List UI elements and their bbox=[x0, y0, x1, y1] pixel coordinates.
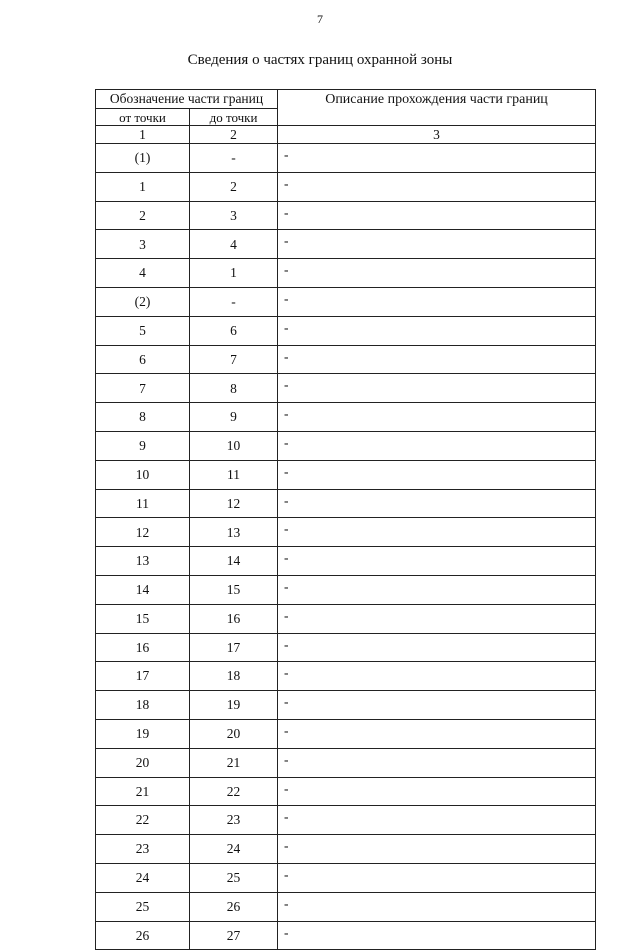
table-row bbox=[96, 431, 596, 460]
description-cell: - bbox=[278, 892, 596, 921]
description-cell: - bbox=[278, 460, 596, 489]
to-point-cell: 27 bbox=[190, 921, 278, 950]
to-point-cell: 9 bbox=[190, 403, 278, 432]
description-cell: - bbox=[278, 806, 596, 835]
to-point-cell: 22 bbox=[190, 777, 278, 806]
from-point-cell: 6 bbox=[96, 345, 190, 374]
description-cell: - bbox=[278, 316, 596, 345]
from-point-cell: 20 bbox=[96, 748, 190, 777]
description-cell: - bbox=[278, 403, 596, 432]
from-point-cell: 16 bbox=[96, 633, 190, 662]
description-cell: - bbox=[278, 662, 596, 691]
to-point-cell: 13 bbox=[190, 518, 278, 547]
column-number: 3 bbox=[278, 126, 596, 144]
table-row bbox=[96, 403, 596, 432]
description-cell: - bbox=[278, 575, 596, 604]
table-row bbox=[96, 892, 596, 921]
description-cell: - bbox=[278, 172, 596, 201]
table-row bbox=[96, 633, 596, 662]
to-point-cell: 12 bbox=[190, 489, 278, 518]
description-cell: - bbox=[278, 518, 596, 547]
column-number: 1 bbox=[96, 126, 190, 144]
from-point-cell: 4 bbox=[96, 259, 190, 288]
to-point-cell: 2 bbox=[190, 172, 278, 201]
description-cell: - bbox=[278, 921, 596, 950]
from-point-cell: 3 bbox=[96, 230, 190, 259]
from-point-cell: 13 bbox=[96, 547, 190, 576]
description-cell: - bbox=[278, 259, 596, 288]
to-point-cell: 3 bbox=[190, 201, 278, 230]
description-cell: - bbox=[278, 287, 596, 316]
table-row bbox=[96, 230, 596, 259]
table-row bbox=[96, 374, 596, 403]
header-boundary-description: Описание прохождения части границ bbox=[278, 90, 596, 126]
header-boundary-designation: Обозначение части границ bbox=[96, 90, 278, 109]
table-row bbox=[96, 719, 596, 748]
from-point-cell: 7 bbox=[96, 374, 190, 403]
page-number: 7 bbox=[317, 12, 323, 26]
to-point-cell: 6 bbox=[190, 316, 278, 345]
to-point-cell: 17 bbox=[190, 633, 278, 662]
from-point-cell: 9 bbox=[96, 431, 190, 460]
page-title: Сведения о частях границ охранной зоны bbox=[187, 52, 453, 68]
from-point-cell: 17 bbox=[96, 662, 190, 691]
description-cell: - bbox=[278, 604, 596, 633]
from-point-cell: 24 bbox=[96, 863, 190, 892]
from-point-cell: 26 bbox=[96, 921, 190, 950]
table-row bbox=[96, 806, 596, 835]
description-cell: - bbox=[278, 489, 596, 518]
from-point-cell: 11 bbox=[96, 489, 190, 518]
from-point-cell: (2) bbox=[96, 287, 190, 316]
from-point-cell: 1 bbox=[96, 172, 190, 201]
to-point-cell: - bbox=[190, 287, 278, 316]
from-point-cell: 22 bbox=[96, 806, 190, 835]
to-point-cell: 21 bbox=[190, 748, 278, 777]
to-point-cell: 18 bbox=[190, 662, 278, 691]
to-point-cell: 19 bbox=[190, 691, 278, 720]
to-point-cell: 7 bbox=[190, 345, 278, 374]
table-row bbox=[96, 691, 596, 720]
description-cell: - bbox=[278, 374, 596, 403]
to-point-cell: 20 bbox=[190, 719, 278, 748]
description-cell: - bbox=[278, 345, 596, 374]
table-row bbox=[96, 547, 596, 576]
table-row bbox=[96, 748, 596, 777]
from-point-cell: 15 bbox=[96, 604, 190, 633]
column-number-row bbox=[96, 126, 596, 144]
to-point-cell: 26 bbox=[190, 892, 278, 921]
from-point-cell: 12 bbox=[96, 518, 190, 547]
to-point-cell: 16 bbox=[190, 604, 278, 633]
table-row bbox=[96, 921, 596, 950]
from-point-cell: 25 bbox=[96, 892, 190, 921]
from-point-cell: (1) bbox=[96, 144, 190, 173]
description-cell: - bbox=[278, 633, 596, 662]
to-point-cell: 25 bbox=[190, 863, 278, 892]
to-point-cell: 1 bbox=[190, 259, 278, 288]
table-row bbox=[96, 201, 596, 230]
description-cell: - bbox=[278, 835, 596, 864]
to-point-cell: 11 bbox=[190, 460, 278, 489]
table-row bbox=[96, 777, 596, 806]
description-cell: - bbox=[278, 230, 596, 259]
to-point-cell: 4 bbox=[190, 230, 278, 259]
description-cell: - bbox=[278, 547, 596, 576]
table-row bbox=[96, 489, 596, 518]
table-row bbox=[96, 662, 596, 691]
column-number: 2 bbox=[190, 126, 278, 144]
table-row bbox=[96, 316, 596, 345]
description-cell: - bbox=[278, 777, 596, 806]
from-point-cell: 18 bbox=[96, 691, 190, 720]
to-point-cell: 15 bbox=[190, 575, 278, 604]
from-point-cell: 23 bbox=[96, 835, 190, 864]
to-point-cell: 23 bbox=[190, 806, 278, 835]
table-row bbox=[96, 604, 596, 633]
from-point-cell: 8 bbox=[96, 403, 190, 432]
boundary-parts-table bbox=[95, 89, 596, 950]
table-row bbox=[96, 575, 596, 604]
description-cell: - bbox=[278, 719, 596, 748]
to-point-cell: 24 bbox=[190, 835, 278, 864]
table-row bbox=[96, 287, 596, 316]
description-cell: - bbox=[278, 431, 596, 460]
from-point-cell: 19 bbox=[96, 719, 190, 748]
description-cell: - bbox=[278, 748, 596, 777]
from-point-cell: 2 bbox=[96, 201, 190, 230]
description-cell: - bbox=[278, 863, 596, 892]
from-point-cell: 5 bbox=[96, 316, 190, 345]
header-from-point: от точки bbox=[96, 109, 190, 126]
description-cell: - bbox=[278, 691, 596, 720]
table-row bbox=[96, 460, 596, 489]
table-row bbox=[96, 172, 596, 201]
table-header bbox=[96, 90, 596, 144]
to-point-cell: - bbox=[190, 144, 278, 173]
table-row bbox=[96, 518, 596, 547]
table-row bbox=[96, 144, 596, 173]
to-point-cell: 8 bbox=[190, 374, 278, 403]
table-row bbox=[96, 863, 596, 892]
to-point-cell: 10 bbox=[190, 431, 278, 460]
description-cell: - bbox=[278, 201, 596, 230]
description-cell: - bbox=[278, 144, 596, 173]
table-row bbox=[96, 259, 596, 288]
header-to-point: до точки bbox=[190, 109, 278, 126]
table-row bbox=[96, 345, 596, 374]
from-point-cell: 21 bbox=[96, 777, 190, 806]
to-point-cell: 14 bbox=[190, 547, 278, 576]
from-point-cell: 14 bbox=[96, 575, 190, 604]
table-row bbox=[96, 835, 596, 864]
table-body bbox=[96, 144, 596, 950]
from-point-cell: 10 bbox=[96, 460, 190, 489]
